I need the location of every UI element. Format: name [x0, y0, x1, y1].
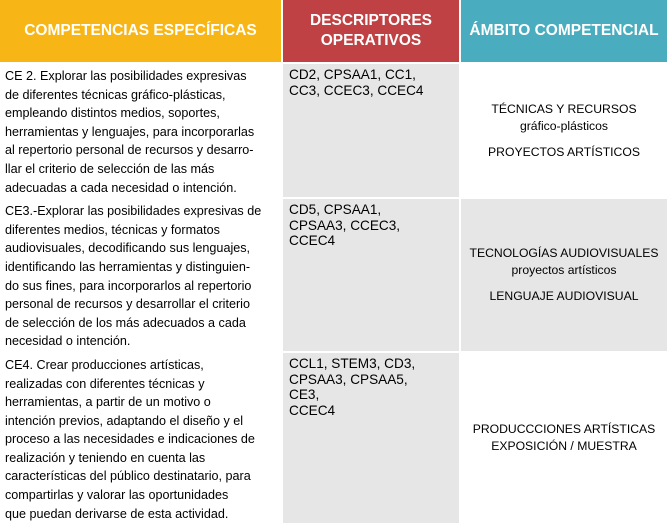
ambito-line: PRODUCCCIONES ARTÍSTICAS	[472, 422, 656, 437]
descriptor-line: CC3, CCEC3, CCEC4	[289, 82, 424, 98]
ambito-cell	[460, 352, 667, 524]
competencia-line: CE 2. Explorar las posibilidades expresivas	[5, 69, 247, 83]
ambito-cell	[460, 63, 667, 198]
competencia-line: intención previos, adaptando el diseño y el	[5, 413, 244, 428]
ambito-line: gráfico-plásticos	[519, 118, 609, 133]
ambito-line: LENGUAJE AUDIOVISUAL	[489, 289, 639, 304]
descriptor-line: CD2, CPSAA1, CC1,	[289, 67, 416, 82]
competencia-line: do sus fines, para incorporarlos al repertorio	[5, 278, 252, 293]
descriptor-line: CCEC4	[289, 402, 336, 418]
descriptor-line: CE3,	[289, 387, 320, 403]
competencia-line: de diferentes técnicas gráfico-plásticas,	[5, 87, 226, 102]
descriptor-line: CCEC4	[289, 233, 336, 249]
competencia-line: realización y teniendo en cuenta las	[5, 450, 206, 465]
competencia-line: identificando las herramientas y distinguien-	[5, 259, 251, 274]
descriptores-cell	[282, 63, 460, 198]
descriptor-line: CD5, CPSAA1,	[289, 202, 382, 218]
ambito-line: proyectos artísticos	[511, 263, 617, 278]
competencia-line: CE3.-Explorar las posibilidades expresivas de	[5, 204, 262, 219]
descriptor-line: CPSAA3, CCEC3,	[289, 217, 401, 233]
descriptores-cell	[282, 352, 460, 524]
competencia-line: realizadas con diferentes técnicas y	[5, 376, 205, 391]
ambito-line: TECNOLOGÍAS AUDIOVISUALES	[469, 246, 659, 261]
competencia-line: llar el criterio de selección de las más	[5, 161, 215, 176]
competencia-line: compartirlas y valorar las oportunidades	[5, 488, 229, 503]
header-descriptores-line1: DESCRIPTORES	[309, 12, 433, 29]
competencia-line: al repertorio personal de recursos y desarro-	[5, 143, 254, 158]
descriptor-line: CCL1, STEM3, CD3,	[289, 355, 416, 371]
competencia-cell	[0, 352, 282, 524]
table-row	[0, 63, 667, 198]
header-descriptores-line2: OPERATIVOS	[320, 32, 422, 49]
header-row	[0, 0, 667, 63]
ambito-line: TÉCNICAS Y RECURSOS	[491, 101, 637, 116]
competencia-line: características del público destinatario, para	[5, 469, 251, 484]
competencia-line: que puedan derivarse de esta actividad.	[5, 506, 229, 521]
descriptor-line: CPSAA3, CPSAA5,	[289, 371, 408, 387]
table-row	[0, 198, 667, 352]
competencia-cell	[0, 198, 282, 352]
table-row	[0, 352, 667, 524]
competencia-line: herramientas y lenguajes, para incorporarlas	[5, 124, 255, 139]
competencia-line: personal de recursos y desarrollar el criterio	[5, 297, 250, 312]
competencia-line: diferentes medios, técnicas y formatos	[5, 222, 220, 237]
header-descriptores	[282, 0, 460, 63]
competencia-line: proceso a las necesidades e indicaciones de	[5, 432, 255, 447]
competencia-line: empleando distintos medios, soportes,	[5, 106, 220, 121]
competencia-line: adecuadas a cada necesidad o intención.	[5, 180, 237, 195]
ambito-line: EXPOSICIÓN / MUESTRA	[491, 439, 637, 454]
competencia-cell	[0, 63, 282, 198]
competencia-line: audiovisuales, decodificando sus lenguajes,	[5, 241, 251, 256]
ambito-line: PROYECTOS ARTÍSTICOS	[488, 144, 640, 159]
header-ambito: ÁMBITO COMPETENCIAL	[460, 0, 667, 63]
competencia-line: de selección de los más adecuados a cada	[5, 315, 246, 330]
ambito-cell	[460, 198, 667, 352]
descriptores-cell	[282, 198, 460, 352]
competencia-line: CE4. Crear producciones artísticas,	[5, 357, 204, 372]
competencia-line: necesidad o intención.	[5, 334, 131, 349]
competencia-line: herramientas, a partir de un motivo o	[5, 395, 211, 410]
header-competencias: COMPETENCIAS ESPECÍFICAS	[0, 0, 282, 63]
